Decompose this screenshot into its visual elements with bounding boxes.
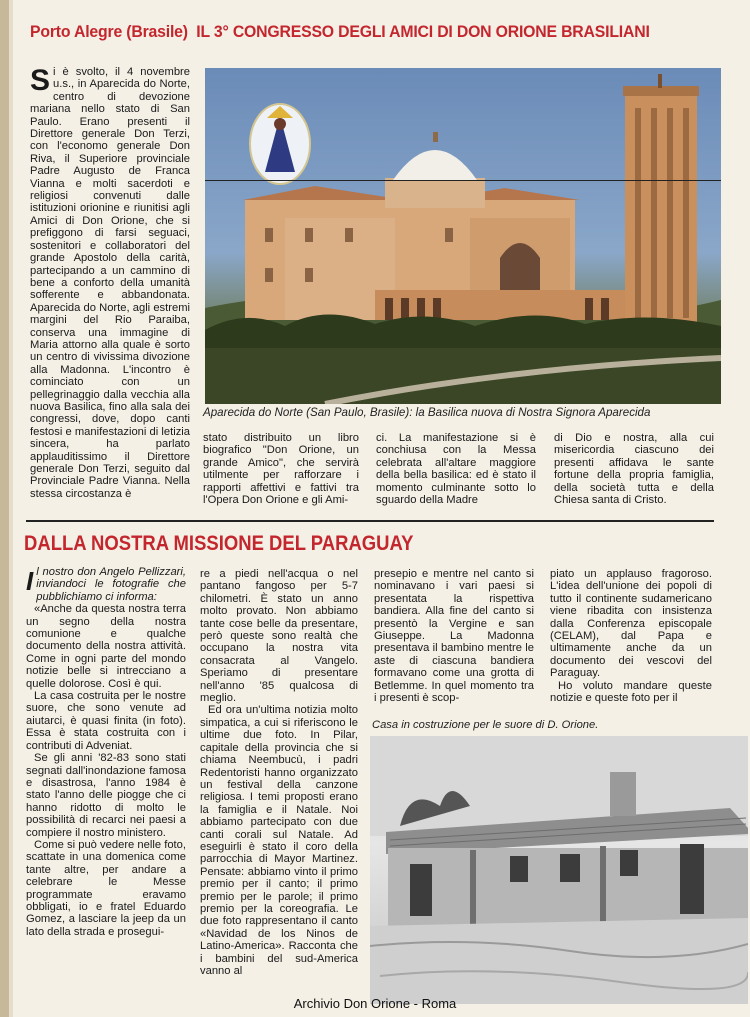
article2-intro-text: l nostro don Angelo Pellizzari, inviandoci le fotografie che pubblichiamo ci informa:: [36, 566, 186, 603]
section-divider: [26, 520, 714, 522]
article2-col1-p4: Come si può vedere nelle foto, scattate in una domenica come tante altre, per andare a celebrare le Messe programmate eravamo obbligati, io e fratel Eduardo Gomez, a lasciare la jeep da un lato della strada e prosegui-: [26, 838, 186, 938]
house-illustration: [370, 736, 748, 1004]
article1-column-2: stato distribuito un libro biografico "Don Orione, un grande Amico", che servirà utilmente per rafforzare i rapporti affettivi e fattivi tra l'Opera Don Orione e gli Ami-: [203, 432, 359, 507]
article2-intro: [26, 566, 186, 603]
basilica-illustration: [205, 68, 721, 404]
page-edge-inner: [9, 0, 13, 1017]
article1-column-3: ci. La manifestazione si è conchiusa con la Messa celebrata all'altare maggiore della bella basilica: ed è stato il momento culminante sotto lo sguardo della Madre: [376, 432, 536, 507]
article1-dropcap: S: [30, 64, 51, 97]
article1-column-1: [30, 66, 190, 500]
article2-headline: DALLA NOSTRA MISSIONE DEL PARAGUAY: [24, 532, 414, 555]
article1-location: Porto Alegre (Brasile): [30, 22, 188, 41]
article2-column-2: [200, 568, 358, 977]
page-edge: [0, 0, 9, 1017]
article2-col2-p1: re a piedi nell'acqua o nel pantano fangoso per 5-7 chilometri. È stato un anno molto provato. Non abbiamo tante cose belle da presentare, però queste sono realtà che occupano la nostra vita consacrata al Vangelo. Speriamo di presentare nell'anno '85 qualcosa di meglio.: [200, 568, 358, 705]
article2-col1-p2: La casa costruita per le nostre suore, che sono venute ad aiutarci, è quasi finita (in foto). Essa è stata costruita con i contributi di Adveniat.: [26, 690, 186, 752]
article2-column-4: [550, 568, 712, 704]
article2-column-1: [26, 566, 186, 938]
basilica-caption: Aparecida do Norte (San Paulo, Brasile): la Basilica nuova di Nostra Signora Aparecida: [203, 406, 651, 419]
article2-col4-p1: piato un applauso fragoroso. L'idea dell'unione dei popoli di tutto il continente sudamericano viene ribadita con insistenza dalla Conferenza episcopale (CELAM), dal Papa e ultimamente anche da un documento dei vescovi del Paraguay.: [550, 568, 712, 680]
house-caption: Casa in costruzione per le suore di D. Orione.: [372, 719, 599, 731]
article1-col1-text: i è svolto, il 4 novembre u.s., in Aparecida do Norte, centro di devozione mariana nello stato di San Paulo. Erano presenti il Direttore generale Don Terzi, con l'economo generale Don Riva, il Superiore provinciale Padre Augusto de Franca Vianna e molti sacerdoti e religiosi convenuti dalle istituzioni orionine e riunitisi agli Amici di Don Orione, che si prefiggono di farsi seguaci, sostenitori e collaboratori del grande Apostolo della carità, partecipando a un cammino di bene a conforto della umanità sofferente e abbandonata. Aparecida do Norte, agli estremi margini del Rio Paraiba, conserva una immagine di Maria attorno alla quale è sorto un centro di vivissima divozione alla Madonna. L'incontro è cominciato con un pellegrinaggio dalla vecchia alla nuova Basilica, fino alla sala dei congressi, dove, dopo canti festosi e manifestazioni di letizia sincera, ha parlato applauditissimo il Direttore generale Don Terzi, seguito dal Provinciale Padre Vianna. Nella stessa circostanza è: [30, 66, 190, 500]
archive-footer: Archivio Don Orione - Roma: [293, 996, 457, 1011]
article2-col1-p3: Se gli anni '82-83 sono stati segnati dall'inondazione famosa e disastrosa, l'anno 1984 è stato l'anno delle piogge che ci hanno ridotto di molto le possibilità di recarci nei paesi a compiere il nostro ministero.: [26, 752, 186, 839]
article1-title: IL 3° CONGRESSO DEGLI AMICI DI DON ORIONE BRASILIANI: [196, 22, 650, 41]
basilica-photo: [205, 68, 721, 404]
article1-column-4: di Dio e nostra, alla cui misericordia ciascuno dei presenti affidava le sante fortune della propria famiglia, della società tutta e della Chiesa santa di Cristo.: [554, 432, 714, 507]
article2-column-3: presepio e mentre nel canto si nominavano i vari paesi si presentata la rispettiva bandiera. Alla fine del canto si presentò la Vergine e san Giuseppe. La Madonna presentava il bambino mentre le aste di ciascuna bandiera formavano come una grotta di Betlemme. In quel momento tra i presenti è scop-: [374, 568, 534, 705]
article2-dropcap: I: [26, 566, 34, 596]
article2-col4-p2: Ho voluto mandare queste notizie e queste foto per il: [550, 679, 712, 705]
article2-col2-p2: Ed ora un'ultima notizia molto simpatica, a cui si riferiscono le ultime due foto. In Pilar, capitale della provincia che si chiama Neembucù, i padri Redentoristi hanno organizzato un festival della canzone religiosa. I temi proposti erano la famiglia e il Natale. Noi abbiamo partecipato con due canti corali sul Natale. Ad eseguirli è stato il coro della parrocchia di Mayor Martinez. Pensate: abbiamo vinto il primo premio per il canto; il primo premio per le parole; il primo premio per la coreografia. Le due foto rappresentano il canto «Navidad de los Ninos de Latino-America». Racconta che i bambini del sud-America vanno al: [200, 704, 358, 977]
article1-headline: [30, 22, 692, 42]
article2-col1-p1: «Anche da questa nostra terra un segno della nostra comunione e qualche documento della nostra attività. Come in ogni parte del mondo notizie belle si intrecciano a quelle dolorose. Così è qui.: [26, 603, 186, 690]
house-photo: [370, 736, 748, 1004]
scan-line: [205, 180, 721, 181]
